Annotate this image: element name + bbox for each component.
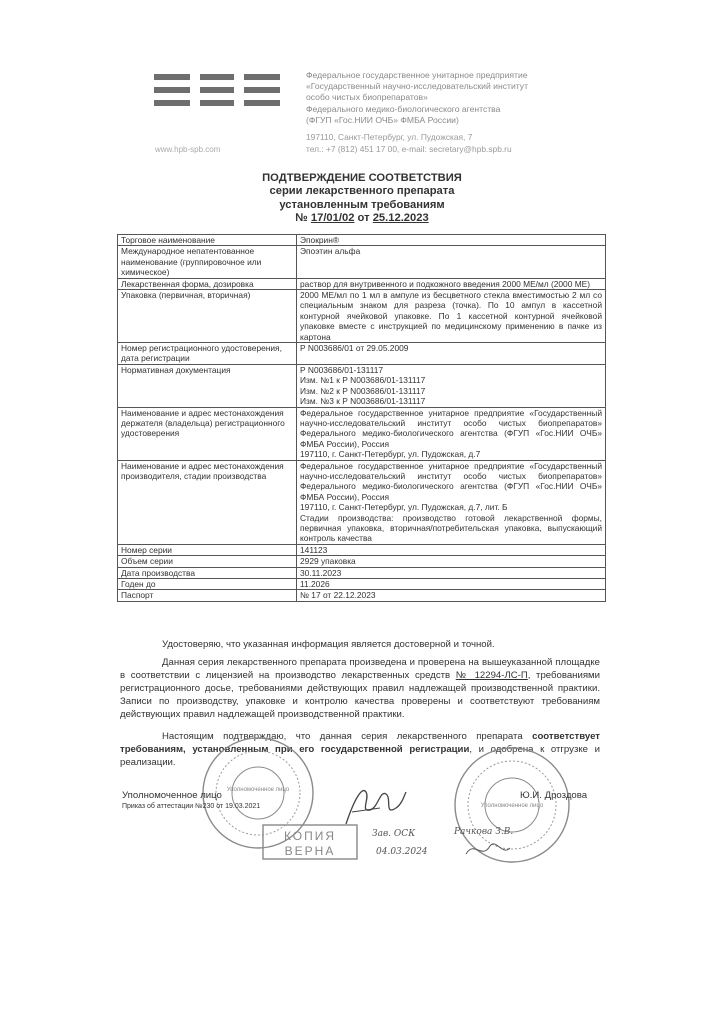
field-value-line: Федеральное государственное унитарное предприятие «Государственный научно-исследовательский институт особо чистых биопрепаратов» Федерального медико-биологического агентства (ФГУП «Гос.НИИ ОЧБ» ФМБА России), Россия — [300, 407, 602, 449]
company-logo — [152, 70, 282, 110]
license-number: № 12294-ЛС-П — [455, 670, 528, 681]
field-value-line: раствор для внутривенного и подкожного введения 2000 МЕ/мл (2000 МЕ) — [300, 278, 591, 289]
title-line: установленным требованиям — [279, 198, 445, 211]
field-value-line: № 17 от 22.12.2023 — [300, 590, 376, 601]
field-value-line: Изм. №1 к Р N003686/01-131117 — [300, 375, 426, 386]
handwritten-text: Рачкова З.В. — [454, 827, 514, 837]
table-row — [118, 544, 606, 555]
org-line: Федерального медико-биологического агентства — [306, 103, 501, 114]
field-value — [297, 590, 606, 601]
field-value-line: Изм. №3 к Р N003686/01-131117 — [300, 396, 426, 407]
org-line: Федеральное государственное унитарное предприятие — [306, 70, 528, 80]
field-label: Паспорт — [118, 590, 297, 601]
field-label: Наименование и адрес местонахождения держателя (владельца) регистрационного удостоверения — [118, 407, 297, 460]
contacts-text: тел.: +7 (812) 451 17 00, e-mail: secretary@hpb.spb.ru — [306, 143, 512, 154]
document-title — [0, 172, 724, 226]
number-prefix: № — [295, 212, 308, 225]
table-row — [118, 364, 606, 407]
org-line: особо чистых биопрепаратов» — [306, 92, 428, 103]
field-value-line: 2000 МЕ/мл по 1 мл в ампуле из бесцветного стекла вместимостью 2 мл со специальным знаком для разреза (точка). По 10 ампул в кассетной контурной ячейковой упаковке. По 1 кассетной контурной ячейковой упаковке вместе с инструкцией по медицинскому применению в пачке из картона — [300, 290, 602, 342]
table-row — [118, 407, 606, 460]
table-row — [118, 460, 606, 544]
field-value-line: Р N003686/01-131117 — [300, 364, 384, 375]
field-value-line: 2929 упаковка — [300, 556, 356, 567]
table-row — [118, 556, 606, 567]
field-value-line: Федеральное государственное унитарное предприятие «Государственный научно-исследовательский институт особо чистых биопрепаратов» Федерального медико-биологического агентства (ФГУП «Гос.НИИ ОЧБ» ФМБА России), Россия — [300, 460, 602, 502]
field-label: Номер регистрационного удостоверения, дата регистрации — [118, 343, 297, 365]
field-label: Наименование и адрес местонахождения производителя, стадии производства — [118, 460, 297, 544]
field-label: Торговое наименование — [118, 235, 297, 246]
statement-paragraph: Удостоверяю, что указанная информация является достоверной и точной. — [162, 639, 495, 650]
field-value-line: 197110, г. Санкт-Петербург, ул. Пудожская, д.7 — [300, 449, 481, 460]
field-value-line: Эпоэтин альфа — [300, 246, 361, 257]
batch-info-table — [117, 234, 606, 602]
field-value — [297, 544, 606, 555]
field-label: Нормативная документация — [118, 364, 297, 407]
field-value-line: Стадии производства: производство готовой лекарственной формы, первичная упаковка, вторичная/потребительская упаковка, выпускающий контроль качества — [300, 512, 602, 544]
document-number: 17/01/02 — [310, 212, 355, 225]
handwritten-text: 04.03.2024 — [376, 847, 428, 857]
handwritten-text: Зав. ОСК — [372, 829, 416, 839]
field-label: Дата производства — [118, 567, 297, 578]
table-row — [118, 278, 606, 289]
paragraph-text: , и одобрена к отгрузке и реализации. — [120, 744, 600, 768]
field-value-line: 11.2026 — [300, 579, 330, 589]
field-value — [297, 407, 606, 460]
paragraph-text: Настоящим подтверждаю, что данная серия лекарственного препарата — [162, 731, 533, 742]
field-value — [297, 556, 606, 567]
field-value — [297, 343, 606, 365]
stamp-text: КОПИЯ — [283, 829, 337, 843]
title-line: ПОДТВЕРЖДЕНИЕ СООТВЕТСТВИЯ — [262, 172, 462, 184]
table-row — [118, 567, 606, 578]
field-value-line: Изм. №2 к Р N003686/01-131117 — [300, 385, 426, 396]
copy-verified-stamp — [262, 824, 358, 860]
table-row — [118, 343, 606, 365]
table-row — [118, 579, 606, 590]
field-label: Международное непатентованное наименование (группировочное или химическое) — [118, 246, 297, 278]
table-row — [118, 590, 606, 601]
field-value — [297, 246, 606, 278]
title-line: серии лекарственного препарата — [269, 185, 455, 198]
paragraph-text: , требованиями регистрационного досье, требованиями действующих правил надлежащей производственной практики. Записи по производству, упаковке и контролю качества проверены и соответствуют требованиям действующих правил надлежащей производственной практики. — [120, 670, 600, 720]
organization-name — [306, 70, 528, 126]
paragraph-bold-text: соответствует требованиям, установленным при его государственной регистрации — [120, 731, 600, 755]
website-text: www.hpb-spb.com — [155, 145, 221, 154]
compliance-paragraph — [120, 656, 600, 721]
field-label: Упаковка (первичная, вторичная) — [118, 290, 297, 343]
field-value — [297, 235, 606, 246]
field-value-line: 30.11.2023 — [300, 567, 342, 578]
field-value — [297, 290, 606, 343]
field-value — [297, 579, 606, 590]
address-text: 197110, Санкт-Петербург, ул. Пудожская, 7 — [306, 132, 473, 142]
field-value — [297, 460, 606, 544]
org-line: «Государственный научно-исследовательский институт — [306, 81, 529, 92]
field-value — [297, 278, 606, 289]
signatory-name: Ю.И. Дроздова — [520, 790, 588, 801]
paragraph-text: Данная серия лекарственного препарата произведена и проверена на вышеуказанной площадке в соответствии с лицензией на производство лекарственных средств — [120, 657, 600, 681]
field-label: Номер серии — [118, 544, 297, 555]
field-value — [297, 567, 606, 578]
handwritten-notes — [370, 820, 530, 864]
field-label: Лекарственная форма, дозировка — [118, 278, 297, 289]
field-value-line: 197110, г. Санкт-Петербург, ул. Пудожская, д.7, лит. Б — [300, 502, 508, 513]
org-line: (ФГУП «Гос.НИИ ОЧБ» ФМБА России) — [306, 114, 459, 125]
field-value-line: 141123 — [300, 544, 328, 555]
table-row — [118, 235, 606, 246]
document-date: 25.12.2023 — [372, 212, 429, 225]
field-value-line: Р N003686/01 от 29.05.2009 — [300, 343, 409, 354]
field-value — [297, 364, 606, 407]
stamp-text: ВЕРНА — [284, 844, 336, 858]
contacts-block — [306, 132, 512, 155]
stamp-text: Уполномоченное лицо — [226, 787, 290, 793]
signatory-role: Уполномоченное лицо — [122, 790, 222, 801]
date-prefix: от — [357, 212, 370, 225]
table-row — [118, 290, 606, 343]
table-row — [118, 246, 606, 278]
stamp-text: Уполномоченное лицо — [480, 803, 544, 809]
title-number-line — [0, 212, 724, 225]
attestation-order: Приказ об аттестации №230 от 19.03.2021 — [122, 803, 261, 810]
field-label: Годен до — [118, 579, 297, 590]
field-label: Объем серии — [118, 556, 297, 567]
field-value-line: Эпокрин® — [300, 235, 340, 245]
